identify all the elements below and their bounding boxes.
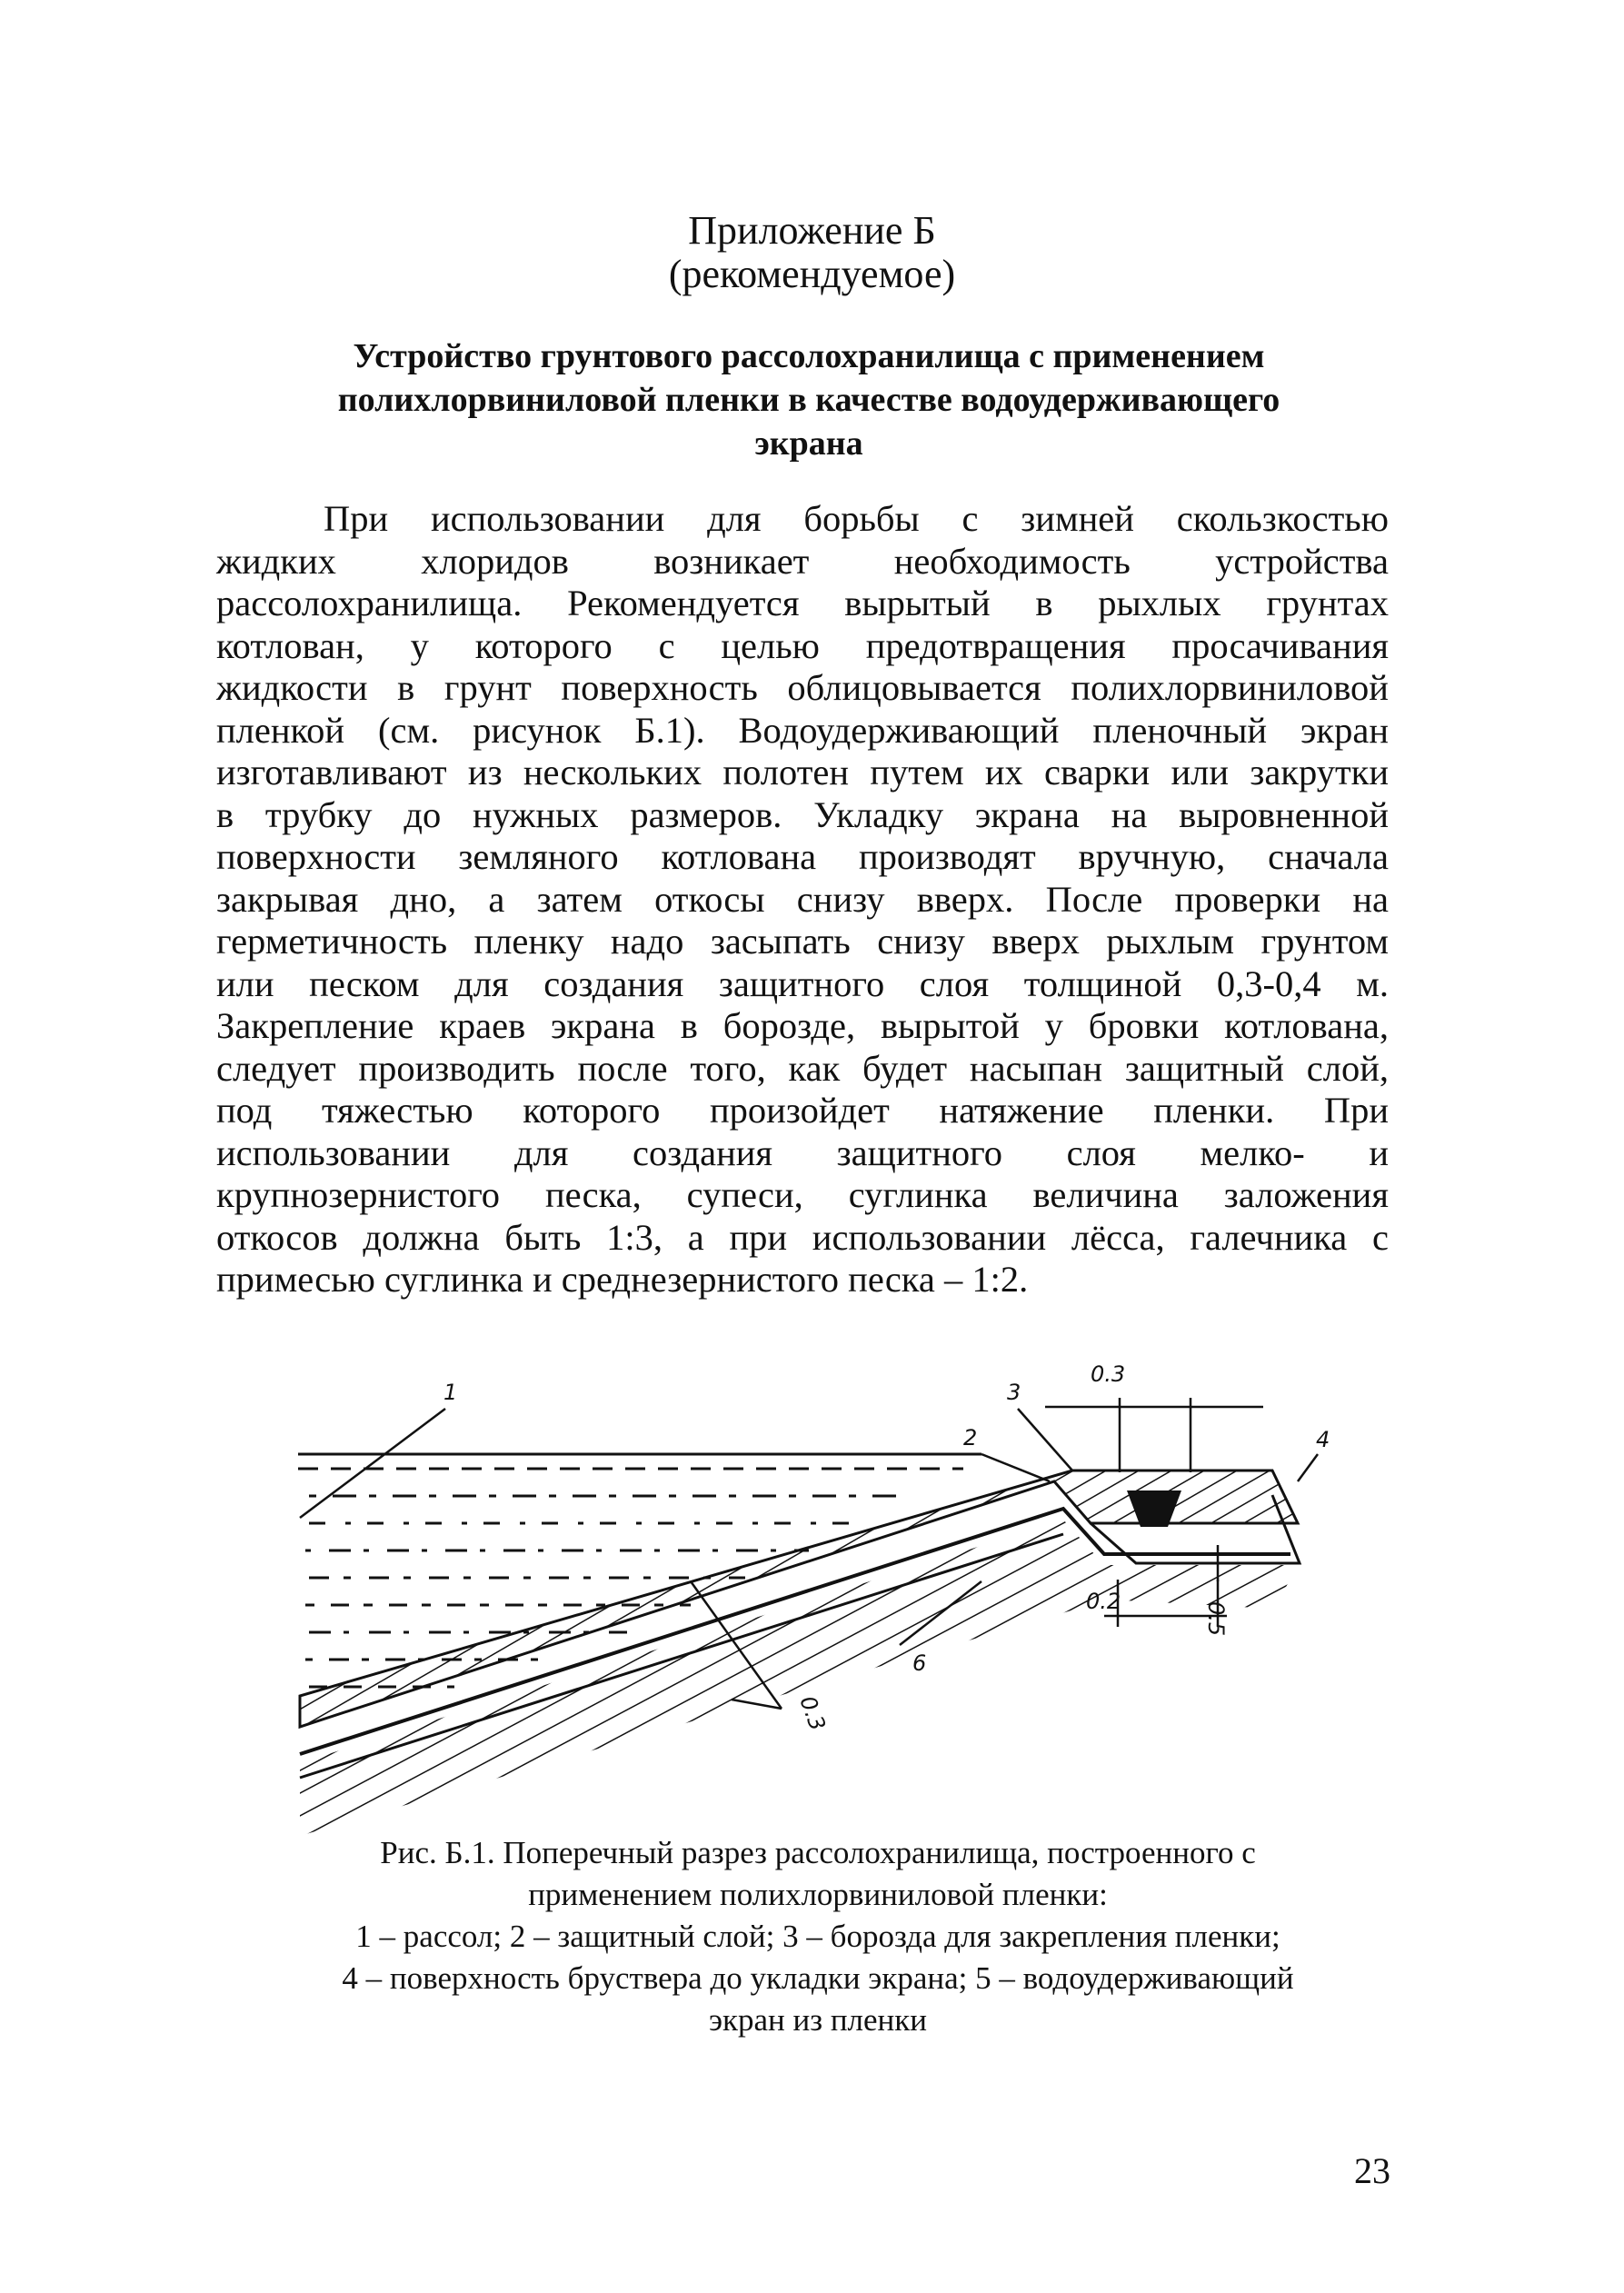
section-heading <box>236 334 1381 465</box>
page-number: 23 <box>1354 2150 1390 2191</box>
body-paragraph <box>216 498 1389 1301</box>
caption-line: экран из пленки <box>708 2002 928 2038</box>
cross-section-figure <box>273 1309 1363 1836</box>
label-brine: 1 <box>443 1380 458 1405</box>
body-line: в трубку до нужных размеров. Укладку экрана на выровненной <box>216 793 1389 835</box>
body-line: примесью суглинка и среднезернистого песка – 1:2. <box>216 1259 1029 1300</box>
body-line: рассолохранилища. Рекомендуется вырытый в рыхлых грунтах <box>216 583 1389 623</box>
body-line: использовании для создания защитного слоя мелко- и <box>216 1132 1389 1173</box>
body-line: герметичность пленку надо засыпать снизу вверх рыхлым грунтом <box>216 921 1389 962</box>
caption-line: применением полихлорвиниловой пленки: <box>528 1877 1108 1912</box>
body-line: жидких хлоридов возникает необходимость устройства <box>216 540 1389 582</box>
heading-line: экрана <box>754 424 863 463</box>
body-line: Закрепление краев экрана в борозде, вырытой у бровки котлована, <box>216 1005 1389 1046</box>
body-line: поверхности земляного котлована производят вручную, сначала <box>216 836 1389 877</box>
label-furrow: 3 <box>1007 1380 1021 1405</box>
label-protective-layer: 2 <box>963 1425 978 1451</box>
body-line: При использовании для борьбы с зимней скользкостью <box>324 498 1389 539</box>
heading-line: Устройство грунтового рассолохранилища с применением <box>353 337 1265 375</box>
caption-line: Рис. Б.1. Поперечный разрез рассолохранилища, построенного с <box>380 1835 1256 1870</box>
label-screen: 6 <box>912 1650 927 1676</box>
body-line: следует производить после того, как будет насыпан защитный слой, <box>216 1047 1389 1089</box>
body-line: пленкой (см. рисунок Б.1). Водоудерживающий пленочный экран <box>216 709 1389 751</box>
heading-line: полихлорвиниловой пленки в качестве водоудерживающего <box>337 381 1280 419</box>
body-line: под тяжестью которого произойдет натяжение пленки. При <box>216 1090 1389 1131</box>
dim-label-slope: 0.3 <box>794 1692 831 1734</box>
body-line: изготавливают из нескольких полотен путем их сварки или закрутки <box>216 752 1389 793</box>
appendix-status: (рекомендуемое) <box>668 252 956 296</box>
dim-label-bottom-width: 0.2 <box>1086 1589 1121 1614</box>
body-line: закрывая дно, а затем откосы снизу вверх. После проверки на <box>216 878 1389 920</box>
cross-section-drawing <box>273 1309 1363 1836</box>
body-line: или песком для создания защитного слоя толщиной 0,3-0,4 м. <box>216 962 1389 1004</box>
label-parapet-surface: 4 <box>1316 1427 1330 1452</box>
dim-label-top: 0.3 <box>1091 1361 1126 1387</box>
caption-line: 4 – поверхность бруствера до укладки экрана; 5 – водоудерживающий <box>342 1960 1294 1996</box>
body-line: крупнозернистого песка, супеси, суглинка величина заложения <box>216 1174 1389 1215</box>
dim-label-depth: 0.5 <box>1203 1601 1229 1637</box>
body-line: котлован, у которого с целью предотвращения просачивания <box>216 624 1389 666</box>
appendix-title: Приложение Б <box>688 208 936 253</box>
body-line: жидкости в грунт поверхность облицовывается полихлорвиниловой <box>216 667 1389 708</box>
body-line: откосов должна быть 1:3, а при использовании лёсса, галечника с <box>216 1216 1389 1258</box>
figure-caption <box>200 1832 1436 2041</box>
caption-line: 1 – рассол; 2 – защитный слой; 3 – борозда для закрепления пленки; <box>355 1919 1280 1954</box>
